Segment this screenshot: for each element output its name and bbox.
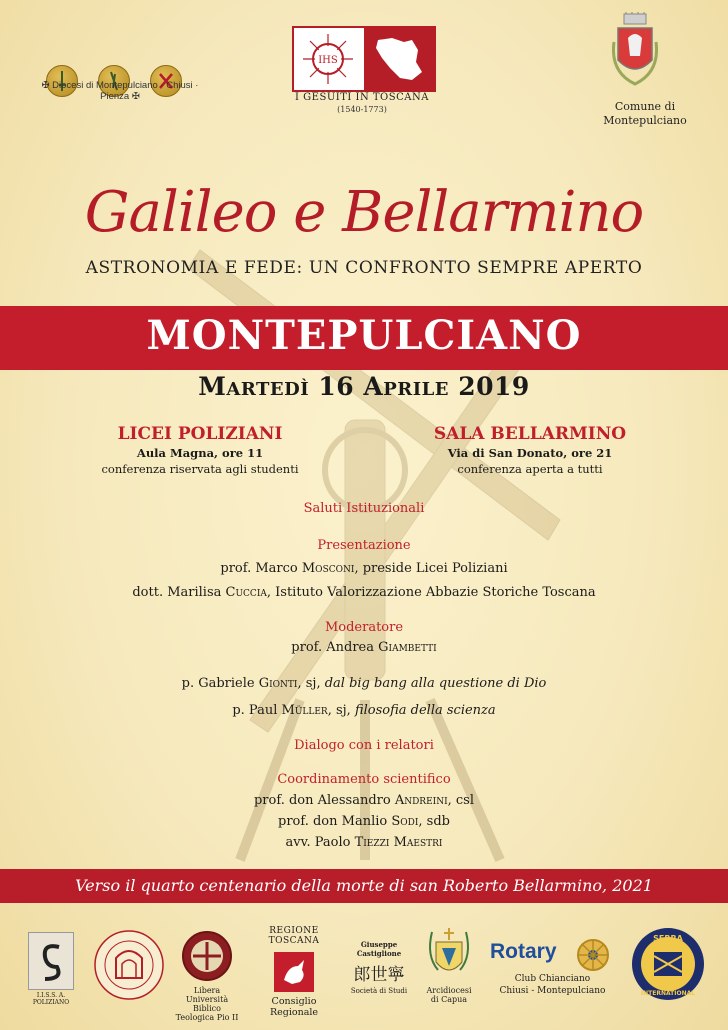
coordinator-line: prof. don Alessandro Andreini, csl xyxy=(253,793,475,808)
comune-line-2: Montepulciano xyxy=(603,114,687,127)
venue-licei xyxy=(60,424,340,476)
venue-place: Aula Magna, ore 11 xyxy=(136,446,264,460)
coordinator-line: avv. Paolo Tiezzi Maestri xyxy=(285,835,443,850)
subtitle: ASTRONOMIA E FEDE: UN CONFRONTO SEMPRE APERTO xyxy=(85,258,643,278)
libera-universita-logo xyxy=(174,930,240,1022)
arcidiocesi-line-2: di Capua xyxy=(430,995,468,1004)
presenter-line: dott. Marilisa Cuccia, Istituto Valorizzazione Abbazie Storiche Toscana xyxy=(132,585,596,600)
castiglione-sub: Società di Studi xyxy=(350,987,408,995)
arcidiocesi-crest-icon xyxy=(418,926,480,982)
speaker-line: p. Paul Müller, sj, filosofia della scienza xyxy=(232,703,496,718)
gesuiti-logo xyxy=(292,26,436,92)
venue-note: conferenza riservata agli studenti xyxy=(101,462,299,476)
rotary-wordmark: Rotary xyxy=(490,940,557,963)
castiglione-chinese: 郎世寧 xyxy=(353,965,405,985)
abbazie-seal-icon xyxy=(92,928,166,1002)
montepulciano-crest-icon xyxy=(612,12,658,90)
abbazie-seal-logo xyxy=(92,928,166,1002)
consiglio-label: Consiglio Regionale xyxy=(269,996,319,1018)
comune-caption xyxy=(595,100,695,128)
castiglione-name: Giuseppe Castiglione xyxy=(356,940,402,958)
presentazione-label: Presentazione xyxy=(317,538,411,553)
libera-line-1: Libera Università Biblico xyxy=(185,986,229,1013)
arcidiocesi-logo xyxy=(418,926,480,1012)
castiglione-logo xyxy=(344,940,414,1000)
rotary-wheel-icon xyxy=(576,938,610,972)
coordinamento-label: Coordinamento scientifico xyxy=(277,772,451,787)
moderatore-label: Moderatore xyxy=(324,620,404,635)
rotary-line-2: Chiusi - Montepulciano xyxy=(499,986,606,996)
poliziano-s-icon xyxy=(29,933,73,989)
presenter-line: prof. Marco Mosconi, preside Licei Poliziani xyxy=(220,561,508,576)
moderator-line: prof. Andrea Giambetti xyxy=(291,640,437,655)
rotary-line-1: Club Chianciano xyxy=(514,974,591,984)
arcidiocesi-line-1: Arcidiocesi xyxy=(426,986,472,995)
gesuiti-caption: I GESUITI IN TOSCANA xyxy=(295,92,429,103)
venue-note: conferenza aperta a tutti xyxy=(457,462,603,476)
main-title: Galileo e Bellarmino xyxy=(84,180,644,245)
speaker-line: p. Gabriele Gionti, sj, dal big bang alla questione di Dio xyxy=(181,676,547,691)
poliziano-caption: I.I.S.S. A. POLIZIANO xyxy=(32,992,70,1006)
serra-bottom-text: INTERNATIONAL xyxy=(640,990,696,997)
centenary-text: Verso il quarto centenario della morte di san Roberto Bellarmino, 2021 xyxy=(75,876,653,895)
diocesi-caption: ✠ Diocesi di Montepulciano · Chiusi · Pienza ✠ xyxy=(41,80,199,102)
libera-universita-seal-icon xyxy=(174,930,240,982)
comune-line-1: Comune di xyxy=(614,100,676,113)
pegasus-icon xyxy=(274,952,314,992)
diocesi-logo xyxy=(40,30,210,78)
coordinator-line: prof. don Manlio Sodi, sdb xyxy=(278,814,450,829)
event-date: Martedì 16 Aprile 2019 xyxy=(198,372,530,401)
venue-place: Via di San Donato, ore 21 xyxy=(447,446,613,460)
saluti-label: Saluti Istituzionali xyxy=(303,501,425,516)
dialogo-label: Dialogo con i relatori xyxy=(294,738,434,753)
gesuiti-years: (1540-1773) xyxy=(337,105,387,114)
serra-top-text: SERRA xyxy=(653,934,683,943)
venue-sala xyxy=(390,424,670,476)
libera-line-2: Teologica Pio II xyxy=(175,1013,239,1022)
venue-name: SALA BELLARMINO xyxy=(433,424,627,444)
serra-international-logo xyxy=(630,926,706,1002)
city-name: MONTEPULCIANO xyxy=(146,312,582,359)
poliziano-logo xyxy=(24,932,78,1006)
venue-name: LICEI POLIZIANI xyxy=(117,424,283,444)
ihs-monogram: IHS xyxy=(318,55,338,66)
serra-badge-icon xyxy=(630,926,706,1002)
rotary-logo xyxy=(490,940,618,1004)
ihs-sun-icon xyxy=(294,28,434,90)
regione-toscana-logo xyxy=(248,926,340,1018)
regione-label: REGIONE TOSCANA xyxy=(268,926,320,946)
